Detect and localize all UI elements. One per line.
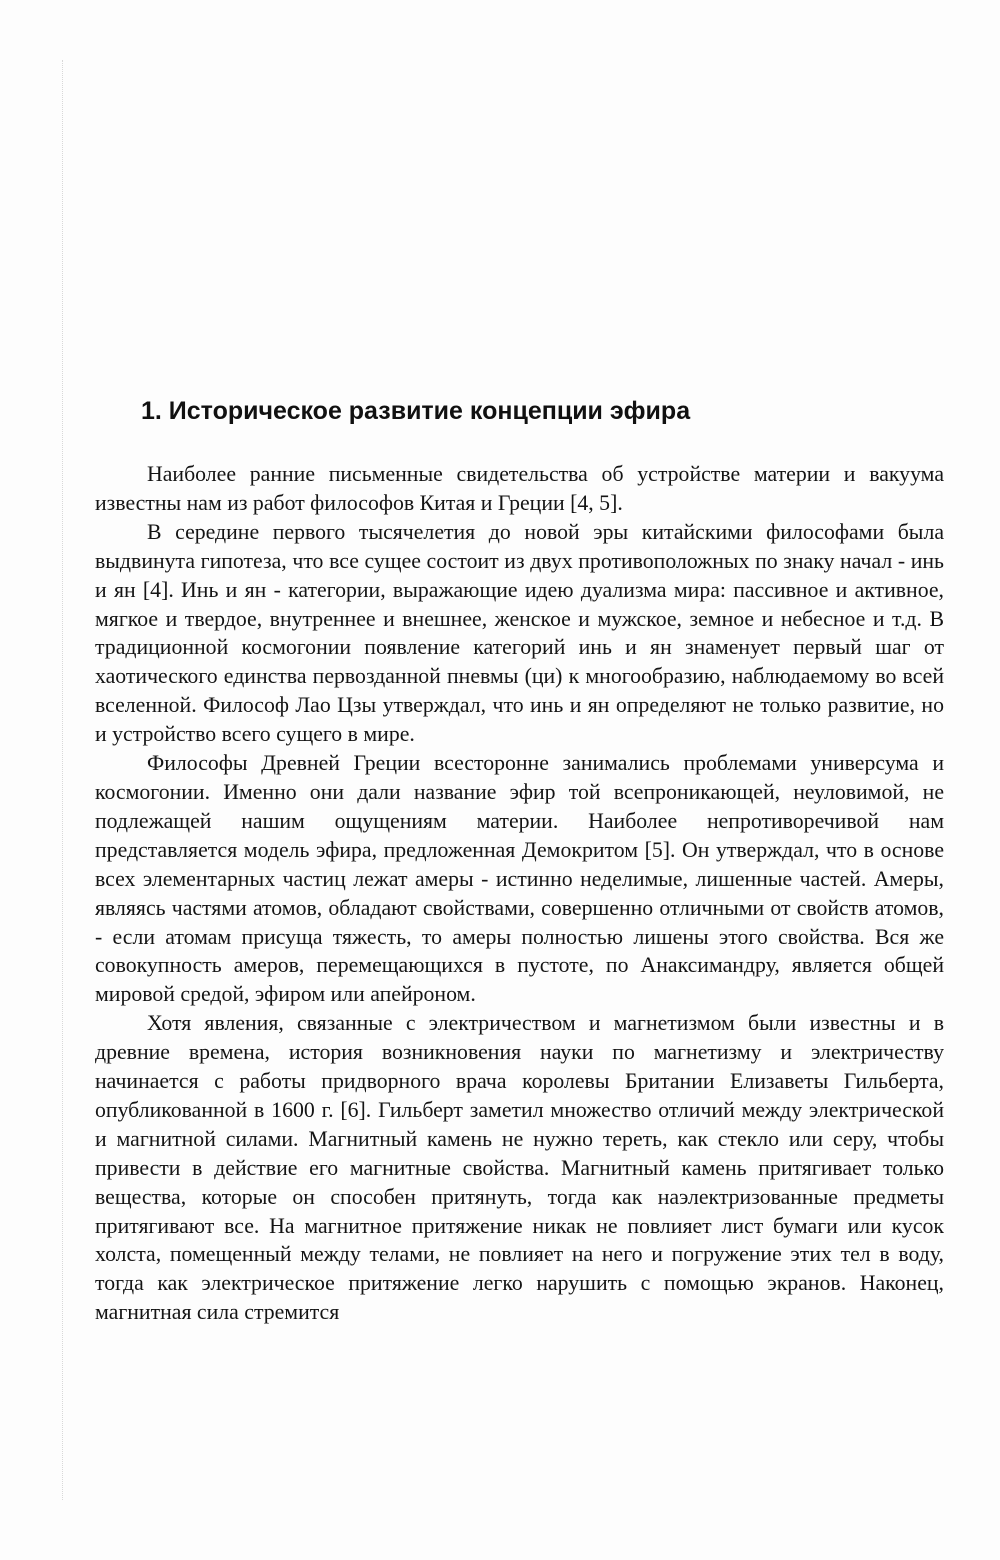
scan-edge-line <box>62 60 64 1500</box>
chapter-title: 1. Историческое развитие концепции эфира <box>141 397 691 425</box>
chapter-body <box>95 460 944 1327</box>
paragraph: Философы Древней Греции всесторонне занимались проблемами универсума и космогонии. Именно они дали название эфир той всепроникающей, неуловимой, не подлежащей нашим ощущениям материи. Наиболее непротиворечивой нам представляется модель эфира, предложенная Демокритом [5]. Он утверждал, что в основе всех элементарных частиц лежат амеры - истинно неделимые, лишенные частей. Амеры, являясь частями атомов, обладают свойствами, совершенно отличными от свойств атомов, - если атомам присуща тяжесть, то амеры полностью лишены этого свойства. Вся же совокупность амеров, перемещающихся в пустоте, по Анаксимандру, является общей мировой средой, эфиром или апейроном. <box>95 751 944 1007</box>
paragraph: Хотя явления, связанные с электричеством и магнетизмом были известны и в древние времена, история возникновения науки по магнетизму и электричеству начинается с работы придворного врача королевы Британии Елизаветы Гильберта, опубликованной в 1600 г. [6]. Гильберт заметил множество отличий между электрической и магнитной силами. Магнитный камень не нужно тереть, как стекло или серу, чтобы привести в действие его магнитные свойства. Магнитный камень притягивает только вещества, которые он способен притянуть, тогда как наэлектризованные предметы притягивают все. На магнитное притяжение никак не повлияет лист бумаги или кусок холста, помещенный между телами, не повлияет на него и погружение этих тел в воду, тогда как электрическое притяжение легко нарушить с помощью экранов. Наконец, магнитная сила стремится <box>95 1011 944 1325</box>
paragraph: Наиболее ранние письменные свидетельства об устройстве материи и вакуума известны нам из работ философов Китая и Греции [4, 5]. <box>95 462 944 515</box>
paragraph: В середине первого тысячелетия до новой эры китайскими философами была выдвинута гипотеза, что все сущее состоит из двух противоположных по знаку начал - инь и ян [4]. Инь и ян - категории, выражающие идею дуализма мира: пассивное и активное, мягкое и твердое, внутреннее и внешнее, женское и мужское, земное и небесное и т.д. В традиционной космогонии появление категорий инь и ян знаменует первый шаг от хаотического единства первозданной пневмы (ци) к многообразию, наблюдаемому во всей вселенной. Философ Лао Цзы утверждал, что инь и ян определяют не только развитие, но и устройство всего сущего в мире. <box>95 519 944 747</box>
